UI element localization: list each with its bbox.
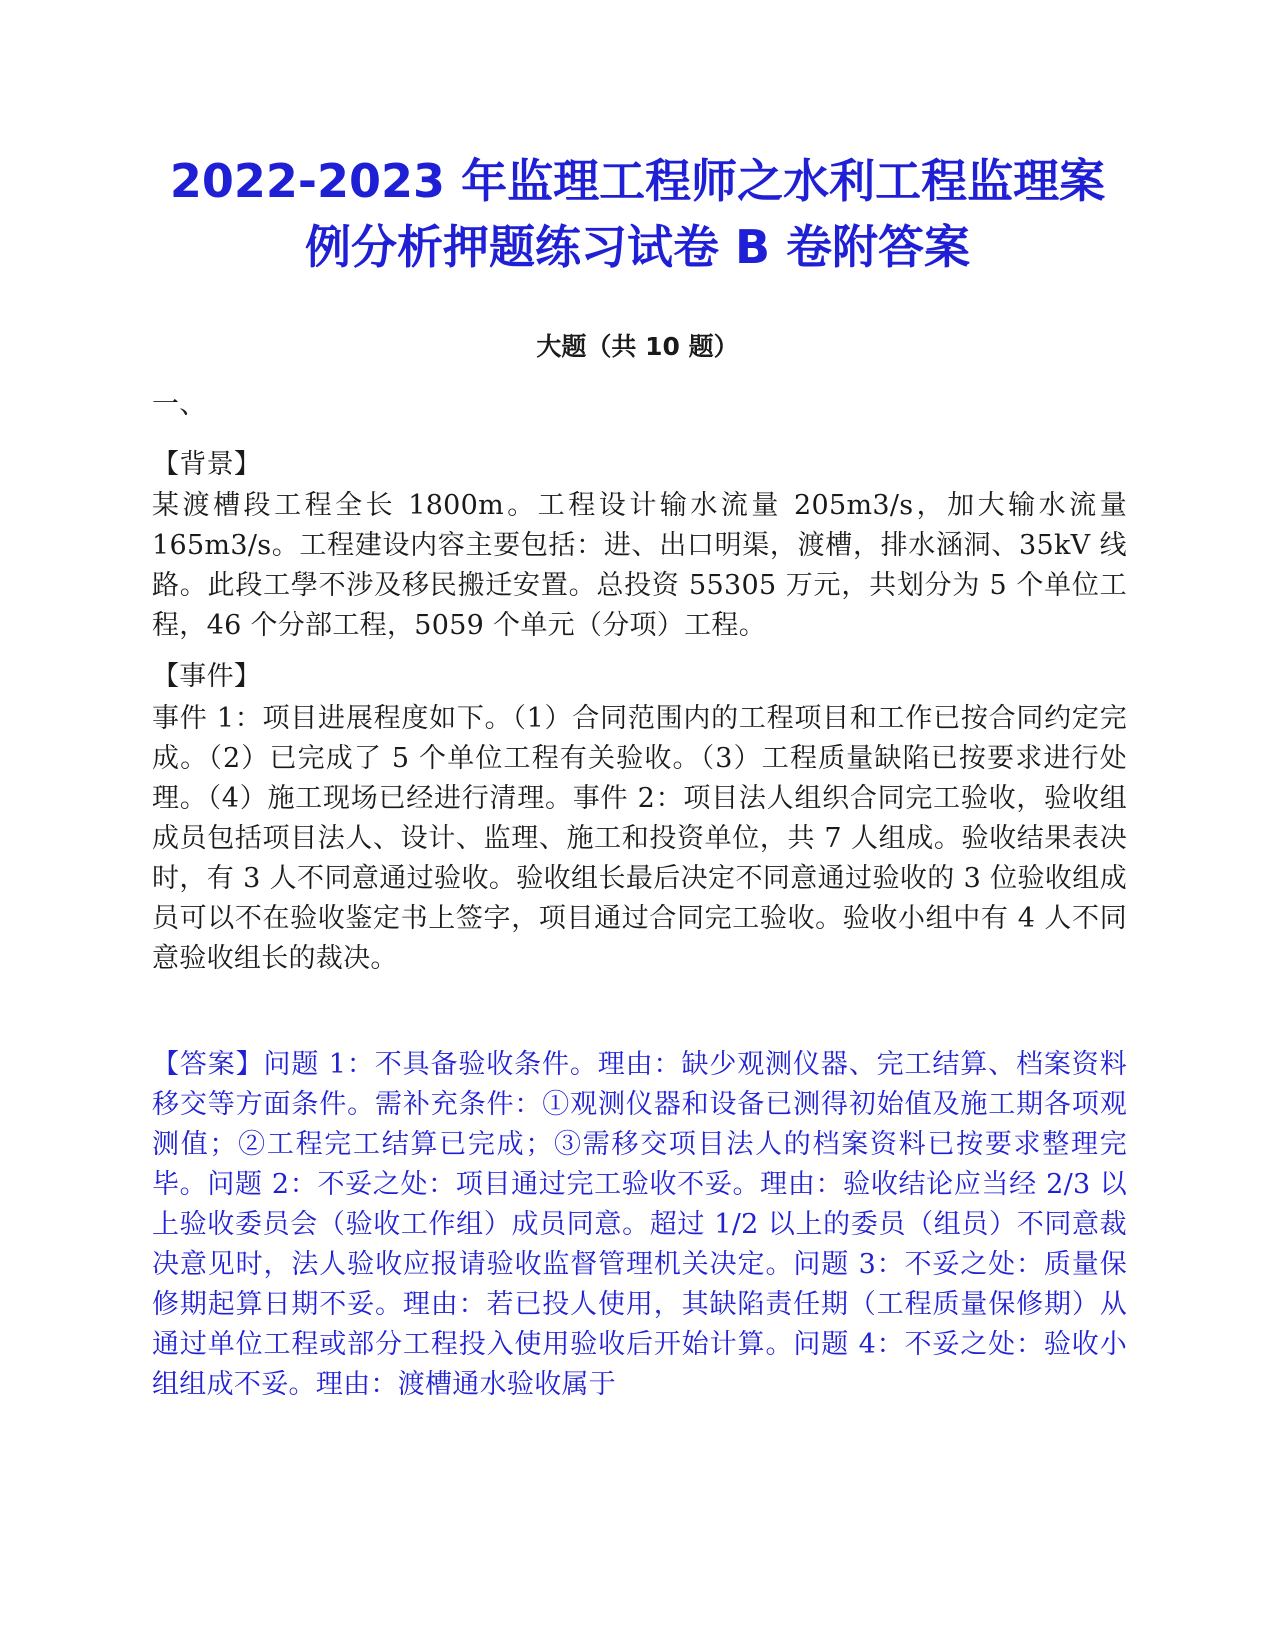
title-line-1: 2022-2023 年监理工程师之水利工程监理案 [169, 154, 1106, 208]
event-text: 事件 1：项目进展程度如下。（1）合同范围内的工程项目和工作已按合同约定完成。（2）已完成了 5 个单位工程有关验收。（3）工程质量缺陷已按要求进行处理。（4）施工现场已经进行清理。事件 2：项目法人组织合同完工验收，验收组成员包括项目法人、设计、监理、施工和投资单位，共 7 人组成。验收结果表决时，有 3 人不同意通过验收。验收组长最后决定不同意通过验收的 3 位验收组成员可以不在验收鉴定书上签字，项目通过合同完工验收。验收小组中有 4 人不同意验收组长的裁决。 [152, 703, 1127, 974]
background-text: 某渡槽段工程全长 1800m。工程设计输水流量 205m3/s，加大输水流量 165m3/s。工程建设内容主要包括：进、出口明渠，渡槽，排水涵洞、35kV 线路。此段工學不涉及移民搬迁安置。总投资 55305 万元，共划分为 5 个单位工程，46 个分部工程，5059 个单元（分项）工程。 [152, 490, 1127, 641]
document-title [130, 148, 1145, 280]
event-label: 【事件】 [152, 661, 262, 692]
answer-text: 【答案】问题 1：不具备验收条件。理由：缺少观测仪器、完工结算、档案资料移交等方面条件。需补充条件：①观测仪器和设备已测得初始值及施工期各项观测值；②工程完工结算已完成；③需移交项目法人的档案资料已按要求整理完毕。问题 2：不妥之处：项目通过完工验收不妥。理由：验收结论应当经 2/3 以上验收委员会（验收工作组）成员同意。超过 1/2 以上的委员（组员）不同意裁决意见时，法人验收应报请验收监督管理机关决定。问题 3：不妥之处：质量保修期起算日期不妥。理由：若已投人使用，其缺陷责任期（工程质量保修期）从通过单位工程或部分工程投入使用验收后开始计算。问题 4：不妥之处：验收小组组成不妥。理由：渡槽通水验收属于 [152, 1049, 1127, 1400]
question-number: 一、 [152, 389, 207, 420]
title-line-2: 例分析押题练习试卷 B 卷附答案 [304, 220, 971, 274]
background-label: 【背景】 [152, 449, 262, 480]
section-heading: 大题（共 10 题） [536, 332, 739, 361]
